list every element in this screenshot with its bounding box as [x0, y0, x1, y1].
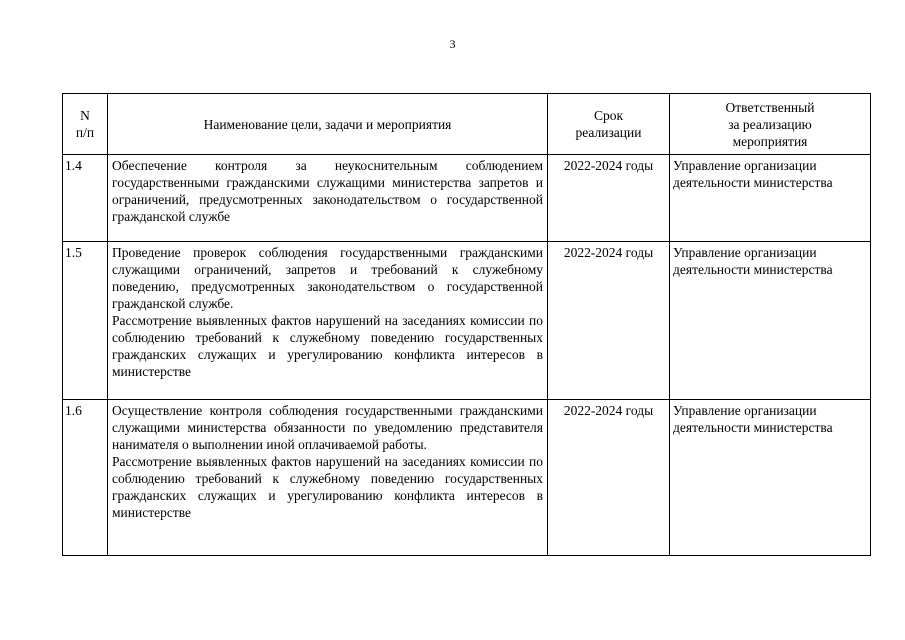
row-paragraph: Рассмотрение выявленных фактов нарушений на заседаниях комиссии по соблюдению требований к служебному поведению государственных гражданских служащих и урегулированию конфликта интересов в министерстве: [112, 313, 543, 379]
row-paragraph: Обеспечение контроля за неукоснительным соблюдением государственными гражданскими служащими министерства запретов и ограничений, предусмотренных законодательством о государственной гражданской службе: [112, 158, 543, 224]
page-number: 3: [449, 37, 456, 51]
header-responsible: [670, 94, 871, 155]
header-term-line1: Срок: [593, 108, 624, 123]
header-responsible-line2: за реализацию: [728, 116, 812, 132]
table-row: [63, 242, 871, 400]
row-number: 1.6: [63, 400, 108, 556]
row-responsible: Управление организации деятельности министерства: [670, 155, 871, 242]
row-term: 2022-2024 годы: [548, 155, 670, 242]
row-paragraph: Проведение проверок соблюдения государственными гражданскими служащими ограничений, запретов и требований к служебному поведению, предусмотренных законодательством о государственной гражданской службе.: [112, 245, 543, 311]
row-responsible: Управление организации деятельности министерства: [670, 242, 871, 400]
header-responsible-line3: мероприятия: [732, 133, 808, 149]
header-number-line1: N: [80, 108, 90, 123]
header-name: Наименование цели, задачи и мероприятия: [108, 94, 548, 155]
header-responsible-line1: Ответственный: [725, 99, 815, 115]
row-description: [108, 242, 548, 400]
row-term: 2022-2024 годы: [548, 242, 670, 400]
row-description: [108, 400, 548, 556]
row-term: 2022-2024 годы: [548, 400, 670, 556]
row-responsible: Управление организации деятельности министерства: [670, 400, 871, 556]
table-row: [63, 155, 871, 242]
row-paragraph: Осуществление контроля соблюдения государственными гражданскими служащими министерства обязанности по уведомлению представителя нанимателя о выполнении иной оплачиваемой работы.: [112, 403, 543, 452]
row-description: [108, 155, 548, 242]
row-number: 1.5: [63, 242, 108, 400]
header-number: [63, 94, 108, 155]
row-paragraph: Рассмотрение выявленных фактов нарушений на заседаниях комиссии по соблюдению требований к служебному поведению государственных гражданских служащих и урегулированию конфликта интересов в министерстве: [112, 454, 543, 520]
header-term: [548, 94, 670, 155]
table-row: [63, 400, 871, 556]
header-term-line2: реализации: [575, 125, 642, 140]
table-header-row: [63, 94, 871, 155]
activities-table: [62, 93, 871, 556]
row-number: 1.4: [63, 155, 108, 242]
header-number-line2: п/п: [75, 125, 95, 140]
